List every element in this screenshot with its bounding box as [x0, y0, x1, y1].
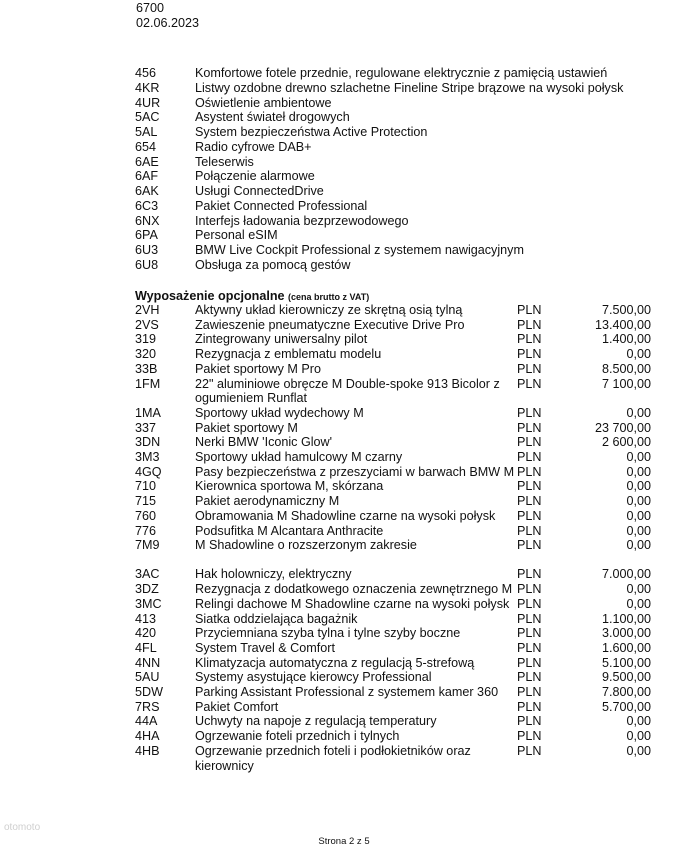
- item-description: Uchwyty na napoje z regulacją temperatury: [195, 714, 437, 729]
- item-description: Listwy ozdobne drewno szlachetne Fineline Stripe brązowe na wysoki połysk: [195, 80, 624, 95]
- item-code: 2VS: [135, 317, 159, 332]
- item-description: Obramowania M Shadowline czarne na wysoki połysk: [195, 508, 496, 523]
- item-description: Asystent świateł drogowych: [195, 110, 350, 125]
- item-description: 22" aluminiowe obręcze M Double-spoke 913 Bicolor z ogumieniem Runflat: [195, 376, 500, 406]
- optional-item-row: [135, 318, 655, 333]
- optional-item-row: [135, 479, 655, 494]
- item-code: 4NN: [135, 655, 161, 670]
- item-description: Ogrzewanie foteli przednich i tylnych: [195, 729, 400, 744]
- optional-item-row: [135, 729, 655, 744]
- item-description: Parking Assistant Professional z systemem kamer 360: [195, 685, 499, 700]
- item-currency: PLN: [517, 582, 542, 597]
- item-price: 0,00: [626, 523, 651, 538]
- item-currency: PLN: [517, 567, 542, 582]
- item-currency: PLN: [517, 332, 542, 347]
- item-price: 23 700,00: [594, 420, 651, 435]
- optional-item-row: [135, 567, 655, 582]
- item-code: 3AC: [135, 567, 160, 582]
- item-price: 7.800,00: [601, 685, 651, 700]
- item-code: 5AC: [135, 110, 160, 125]
- standard-item-row: [135, 258, 635, 273]
- optional-item-row: [135, 332, 655, 347]
- item-currency: PLN: [517, 626, 542, 641]
- item-currency: PLN: [517, 685, 542, 700]
- item-price: 5.100,00: [601, 655, 651, 670]
- optional-item-row: [135, 524, 655, 539]
- optional-item-row: [135, 612, 655, 627]
- item-price: 1.600,00: [601, 640, 651, 655]
- item-description: Aktywny układ kierowniczy ze skrętną osią tylną: [195, 303, 463, 317]
- spacer: [135, 553, 655, 568]
- item-code: 7M9: [135, 538, 160, 553]
- item-currency: PLN: [517, 596, 542, 611]
- item-currency: PLN: [517, 699, 542, 714]
- item-description: Kierownica sportowa M, skórzana: [195, 479, 384, 494]
- optional-item-row: [135, 641, 655, 656]
- item-code: 6AF: [135, 169, 159, 184]
- item-code: 4HB: [135, 743, 160, 758]
- standard-equipment-list: [135, 66, 635, 273]
- optional-item-row: [135, 347, 655, 362]
- item-code: 2VH: [135, 303, 160, 317]
- item-code: 337: [135, 420, 157, 435]
- item-description: Personal eSIM: [195, 228, 278, 243]
- item-code: 654: [135, 139, 157, 154]
- item-description: Teleserwis: [195, 154, 254, 169]
- item-code: 6PA: [135, 228, 158, 243]
- item-code: 413: [135, 611, 157, 626]
- item-code: 33B: [135, 361, 158, 376]
- item-description: Połączenie alarmowe: [195, 169, 315, 184]
- item-code: 420: [135, 626, 157, 641]
- header-number: 6700: [136, 1, 165, 15]
- standard-item-row: [135, 228, 635, 243]
- item-code: 3MC: [135, 596, 162, 611]
- item-code: 5DW: [135, 685, 163, 700]
- item-code: 776: [135, 523, 157, 538]
- item-currency: PLN: [517, 435, 542, 450]
- item-price: 13.400,00: [594, 317, 651, 332]
- standard-item-row: [135, 110, 635, 125]
- item-price: 3.000,00: [601, 626, 651, 641]
- item-price: 8.500,00: [601, 361, 651, 376]
- item-currency: PLN: [517, 714, 542, 729]
- item-price: 0,00: [626, 743, 651, 758]
- item-price: 0,00: [626, 450, 651, 465]
- item-price: 7.500,00: [601, 303, 651, 317]
- item-description: Pakiet Connected Professional: [195, 198, 368, 213]
- item-currency: PLN: [517, 508, 542, 523]
- item-price: 1.100,00: [601, 611, 651, 626]
- item-price: 5.700,00: [601, 699, 651, 714]
- item-currency: PLN: [517, 611, 542, 626]
- item-code: 6U3: [135, 243, 159, 258]
- item-currency: PLN: [517, 420, 542, 435]
- page-number: Strona 2 z 5: [318, 836, 370, 847]
- optional-item-row: [135, 406, 655, 421]
- item-code: 4GQ: [135, 464, 162, 479]
- item-currency: PLN: [517, 743, 542, 758]
- item-price: 2 600,00: [601, 435, 651, 450]
- item-currency: PLN: [517, 347, 542, 362]
- item-code: 6AK: [135, 184, 159, 199]
- item-description: Sportowy układ hamulcowy M czarny: [195, 450, 403, 465]
- item-price: 0,00: [626, 508, 651, 523]
- item-description: Rezygnacja z emblematu modelu: [195, 347, 382, 362]
- item-price: 0,00: [626, 405, 651, 420]
- item-description: Komfortowe fotele przednie, regulowane elektrycznie z pamięcią ustawień: [195, 66, 608, 80]
- item-currency: PLN: [517, 450, 542, 465]
- item-price: 0,00: [626, 582, 651, 597]
- item-code: 4HA: [135, 729, 160, 744]
- item-code: 456: [135, 66, 157, 80]
- watermark: otomoto: [4, 822, 41, 833]
- header-date: 02.06.2023: [136, 16, 200, 30]
- item-price: 7.000,00: [601, 567, 651, 582]
- item-code: 6C3: [135, 198, 159, 213]
- item-code: 320: [135, 347, 157, 362]
- item-description: Usługi ConnectedDrive: [195, 184, 324, 199]
- optional-item-row: [135, 303, 655, 318]
- item-code: 715: [135, 494, 157, 509]
- item-price: 0,00: [626, 347, 651, 362]
- item-description: Zintegrowany uniwersalny pilot: [195, 332, 368, 347]
- item-currency: PLN: [517, 640, 542, 655]
- item-price: 0,00: [626, 596, 651, 611]
- item-code: 4UR: [135, 95, 161, 110]
- item-description: Nerki BMW 'Iconic Glow': [195, 435, 333, 450]
- item-currency: PLN: [517, 494, 542, 509]
- optional-item-row: [135, 362, 655, 377]
- item-currency: PLN: [517, 464, 542, 479]
- standard-item-row: [135, 96, 635, 111]
- item-code: 319: [135, 332, 157, 347]
- item-description: Pakiet Comfort: [195, 699, 279, 714]
- optional-item-row: [135, 450, 655, 465]
- item-currency: PLN: [517, 317, 542, 332]
- item-description: Zawieszenie pneumatyczne Executive Drive Pro: [195, 317, 465, 332]
- item-price: 9.500,00: [601, 670, 651, 685]
- item-currency: PLN: [517, 729, 542, 744]
- item-description: Siatka oddzielająca bagażnik: [195, 611, 358, 626]
- item-currency: PLN: [517, 523, 542, 538]
- item-code: 760: [135, 508, 157, 523]
- optional-equipment-list: [135, 303, 655, 773]
- item-code: 1FM: [135, 376, 161, 391]
- item-code: 7RS: [135, 699, 160, 714]
- item-description: M Shadowline o rozszerzonym zakresie: [195, 538, 417, 553]
- optional-item-row: [135, 714, 655, 729]
- item-description: Hak holowniczy, elektryczny: [195, 567, 352, 582]
- item-currency: PLN: [517, 376, 542, 391]
- item-price: 1.400,00: [601, 332, 651, 347]
- item-currency: PLN: [517, 361, 542, 376]
- item-price: 0,00: [626, 538, 651, 553]
- item-description: Klimatyzacja automatyczna z regulacją 5-strefową: [195, 655, 475, 670]
- optional-item-row: [135, 435, 655, 450]
- standard-item-row: [135, 140, 635, 155]
- item-currency: PLN: [517, 655, 542, 670]
- optional-item-row: [135, 656, 655, 671]
- page-footer: [0, 836, 688, 848]
- item-price: 0,00: [626, 479, 651, 494]
- item-description: Pakiet sportowy M: [195, 420, 298, 435]
- item-price: 0,00: [626, 494, 651, 509]
- optional-item-row: [135, 685, 655, 700]
- item-description: Pasy bezpieczeństwa z przeszyciami w barwach BMW M: [195, 464, 515, 479]
- standard-item-row: [135, 199, 635, 214]
- item-description: Interfejs ładowania bezprzewodowego: [195, 213, 409, 228]
- standard-item-row: [135, 214, 635, 229]
- optional-item-row: [135, 626, 655, 641]
- optional-item-row: [135, 377, 655, 406]
- item-description: Podsufitka M Alcantara Anthracite: [195, 523, 384, 538]
- optional-item-row: [135, 465, 655, 480]
- optional-item-row: [135, 538, 655, 553]
- item-description: Ogrzewanie przednich foteli i podłokietników oraz kierownicy: [195, 743, 471, 773]
- standard-item-row: [135, 243, 635, 258]
- item-description: System Travel & Comfort: [195, 640, 335, 655]
- optional-item-row: [135, 582, 655, 597]
- item-description: Rezygnacja z dodatkowego oznaczenia zewnętrznego M: [195, 582, 513, 597]
- item-description: Obsługa za pomocą gestów: [195, 257, 351, 272]
- item-code: 4FL: [135, 640, 157, 655]
- standard-item-row: [135, 66, 635, 81]
- optional-item-row: [135, 700, 655, 715]
- item-currency: PLN: [517, 670, 542, 685]
- optional-item-row: [135, 421, 655, 436]
- item-code: 4KR: [135, 80, 160, 95]
- item-currency: PLN: [517, 479, 542, 494]
- standard-item-row: [135, 169, 635, 184]
- optional-section-title-text: Wyposażenie opcjonalne: [135, 289, 285, 303]
- item-currency: PLN: [517, 538, 542, 553]
- optional-item-row: [135, 494, 655, 509]
- item-code: 6AE: [135, 154, 159, 169]
- standard-item-row: [135, 155, 635, 170]
- optional-item-row: [135, 509, 655, 524]
- item-code: 3DZ: [135, 582, 159, 597]
- item-currency: PLN: [517, 303, 542, 317]
- item-price: 7 100,00: [601, 376, 651, 391]
- optional-section-note: (cena brutto z VAT): [288, 292, 370, 302]
- item-description: BMW Live Cockpit Professional z systemem nawigacyjnym: [195, 243, 524, 258]
- item-currency: PLN: [517, 405, 542, 420]
- item-description: Oświetlenie ambientowe: [195, 95, 332, 110]
- optional-item-row: [135, 670, 655, 685]
- item-description: Pakiet sportowy M Pro: [195, 361, 321, 376]
- item-code: 1MA: [135, 405, 161, 420]
- item-code: 710: [135, 479, 157, 494]
- item-description: Przyciemniana szyba tylna i tylne szyby boczne: [195, 626, 461, 641]
- item-code: 44A: [135, 714, 158, 729]
- standard-item-row: [135, 81, 635, 96]
- item-price: 0,00: [626, 714, 651, 729]
- item-description: System bezpieczeństwa Active Protection: [195, 125, 428, 140]
- item-code: 6U8: [135, 257, 159, 272]
- item-description: Relingi dachowe M Shadowline czarne na wysoki połysk: [195, 596, 510, 611]
- item-price: 0,00: [626, 464, 651, 479]
- item-description: Radio cyfrowe DAB+: [195, 139, 312, 154]
- standard-item-row: [135, 184, 635, 199]
- optional-item-row: [135, 744, 655, 773]
- item-code: 5AU: [135, 670, 160, 685]
- item-code: 5AL: [135, 125, 158, 140]
- item-description: Sportowy układ wydechowy M: [195, 405, 364, 420]
- item-description: Systemy asystujące kierowcy Professional: [195, 670, 432, 685]
- item-price: 0,00: [626, 729, 651, 744]
- item-code: 6NX: [135, 213, 160, 228]
- optional-item-row: [135, 597, 655, 612]
- standard-item-row: [135, 125, 635, 140]
- item-code: 3DN: [135, 435, 161, 450]
- item-code: 3M3: [135, 450, 160, 465]
- item-description: Pakiet aerodynamiczny M: [195, 494, 340, 509]
